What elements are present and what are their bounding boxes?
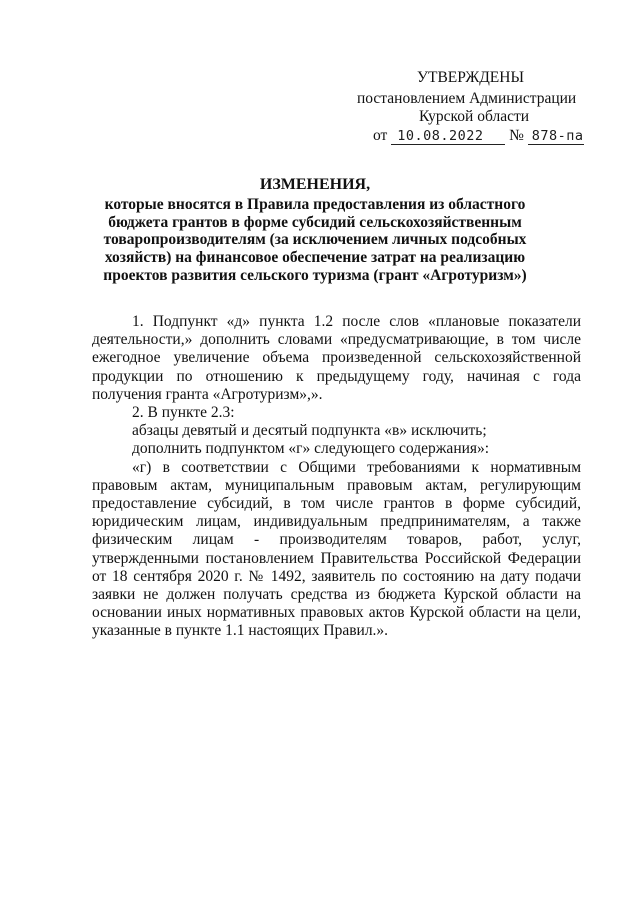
approval-region-line: Курской области <box>419 108 530 125</box>
heading-subtitle: которые вносятся в Правила предоставления из областного бюджета грантов в форме субсидий сельскохозяйственным товаропроизводителям (за исключением личных подсобных хозяйств) на финансовое обеспечение затрат на реализацию проектов развития сельского туризма (грант «Агротуризм») <box>103 195 527 284</box>
paragraph-3: абзацы девятый и десятый подпункта «в» исключить; <box>132 422 487 440</box>
number-prefix: № <box>509 127 524 144</box>
paragraph-4: дополнить подпунктом «г» следующего содержания»: <box>132 440 490 458</box>
heading-title: ИЗМЕНЕНИЯ, <box>259 176 371 193</box>
approval-date-line <box>373 126 584 145</box>
approval-number: 878-па <box>528 129 584 145</box>
document-body <box>92 313 581 641</box>
paragraph-5: «г) в соответствии с Общими требованиями к нормативным правовым актам, муниципальным правовым актам, регулирующим предоставление субсидий, в том числе грантов в форме субсидий, юридическим лицам, индивидуальным предпринимателям, а также физическим лицам - производителям товаров, работ, услуг, утвержденными постановлением Правительства Российской Федерации от 18 сентября 2020 г. № 1492, заявитель по состоянию на дату подачи заявки не должен получать средства из бюджета Курской области на основании иных нормативных правовых актов Курской области на цели, указанные в пункте 1.1 настоящих Правил.». <box>92 458 581 640</box>
paragraph-1: 1. Подпункт «д» пункта 1.2 после слов «плановые показатели деятельности,» дополнить словами «предусматривающие, в том числе ежегодное увеличение объема произведенной сельскохозяйственной продукции по отношению к предыдущему году, начиная с года получения гранта «Агротуризм»,». <box>92 313 581 403</box>
document-heading <box>80 176 550 285</box>
paragraph-2: 2. В пункте 2.3: <box>132 404 235 422</box>
approval-issuer-line: постановлением Администрации <box>357 90 577 107</box>
date-prefix: от <box>373 127 388 144</box>
approval-date: 10.08.2022 <box>391 129 505 145</box>
approval-title: УТВЕРЖДЕНЫ <box>417 69 524 86</box>
